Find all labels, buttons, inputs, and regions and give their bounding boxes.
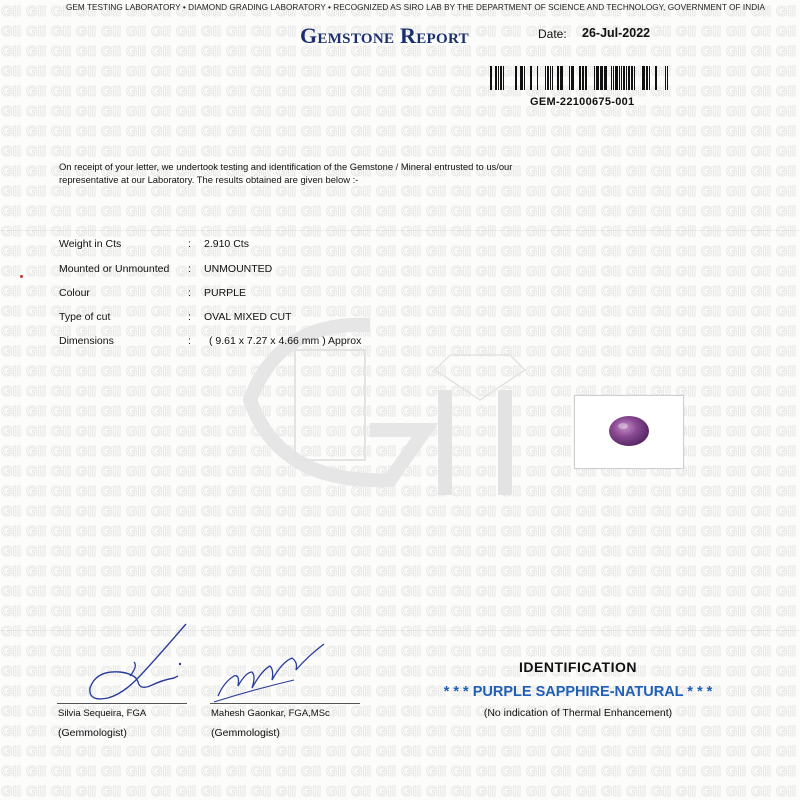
barcode-bar (552, 66, 553, 90)
property-value: 2.910 Cts (204, 238, 249, 250)
barcode-bar (503, 66, 504, 90)
barcode-bar (623, 66, 625, 90)
property-label: Type of cut (59, 311, 111, 323)
property-value: OVAL MIXED CUT (204, 311, 292, 323)
property-label: Colour (59, 287, 90, 299)
barcode-bar (631, 66, 633, 90)
identification-result: * * * PURPLE SAPPHIRE-NATURAL * * * (443, 684, 713, 700)
date-label: Date: (538, 27, 567, 41)
barcode-bar (604, 66, 607, 90)
signer-name: Silvia Sequeira, FGA (58, 708, 147, 719)
barcode-bar (667, 66, 668, 90)
barcode-bar (495, 66, 497, 90)
barcode-bar (547, 66, 549, 90)
barcode-bar (615, 66, 618, 90)
paper-speck (20, 275, 23, 278)
barcode-bar (490, 66, 492, 90)
barcode-bar (582, 66, 584, 90)
accreditation-line: GEM TESTING LABORATORY • DIAMOND GRADING LABORATORY • RECOGNIZED AS SIRO LAB BY THE DEPARTMENT OF SCIENCE AND TECHNOLOGY, GOVERNMENT OF INDIA (66, 3, 765, 12)
barcode-bar (646, 66, 648, 90)
barcode-bar (611, 66, 612, 90)
signer-name: Mahesh Gaonkar, FGA,MSc (211, 708, 330, 719)
gemstone-image (609, 416, 649, 446)
property-label: Mounted or Unmounted (59, 263, 170, 275)
barcode-bar (571, 66, 574, 90)
signer-role: (Gemmologist) (211, 727, 280, 739)
signature-line (210, 703, 360, 704)
barcode-bar (621, 66, 622, 90)
barcode-bar (596, 66, 599, 90)
barcode-bar (524, 66, 525, 90)
signature-silvia-sequeira (78, 618, 198, 710)
barcode-bar (515, 66, 517, 90)
property-label: Weight in Cts (59, 238, 122, 250)
gii-logo-watermark (220, 300, 550, 500)
barcode-bar (655, 66, 657, 90)
barcode-bar (585, 66, 587, 90)
signature-mahesh-gaonkar (212, 636, 332, 706)
signature-line (57, 703, 187, 704)
barcode-bar (498, 66, 499, 90)
barcode-bar (594, 66, 595, 90)
barcode-bar (557, 66, 559, 90)
barcode-bar (530, 66, 532, 90)
property-colon: : (188, 287, 191, 299)
date-value: 26-Jul-2022 (582, 26, 651, 40)
barcode-bar (537, 66, 538, 90)
intro-paragraph: On receipt of your letter, we undertook testing and identification of the Gemstone / Mineral entrusted to us/our representative at our Laboratory. The results obtained are given below :- (59, 161, 513, 185)
property-value: PURPLE (204, 287, 247, 299)
barcode-bar (560, 66, 563, 90)
report-title: Gemstone Report (300, 23, 469, 48)
property-colon: : (188, 311, 191, 323)
identification-heading: IDENTIFICATION (519, 659, 637, 675)
barcode-bar (628, 66, 630, 90)
paper-fold-line (0, 230, 800, 231)
barcode-bar (500, 66, 502, 90)
barcode-bar (626, 66, 627, 90)
property-colon: : (188, 335, 191, 347)
barcode-bar (665, 66, 666, 90)
barcode-bar (613, 66, 614, 90)
barcode-bar (649, 66, 650, 90)
gem-highlight (618, 423, 628, 429)
barcode (490, 66, 676, 90)
property-value: UNMOUNTED (204, 263, 273, 275)
signer-role: (Gemmologist) (58, 727, 127, 739)
barcode-bar (642, 66, 645, 90)
barcode-bar (520, 66, 523, 90)
barcode-bar (600, 66, 603, 90)
identification-note: (No indication of Thermal Enhancement) (483, 707, 673, 719)
gemstone-photo (574, 395, 684, 469)
barcode-bar (545, 66, 546, 90)
property-colon: : (188, 263, 191, 275)
property-colon: : (188, 238, 191, 250)
property-label: Dimensions (59, 335, 114, 347)
barcode-bar (619, 66, 620, 90)
barcode-bar (579, 66, 581, 90)
barcode-bar (634, 66, 635, 90)
barcode-bar (569, 66, 570, 90)
barcode-bar (550, 66, 551, 90)
report-number: GEM-22100675-001 (530, 96, 635, 108)
property-value: ( 9.61 x 7.27 x 4.66 mm ) Approx (209, 335, 362, 347)
